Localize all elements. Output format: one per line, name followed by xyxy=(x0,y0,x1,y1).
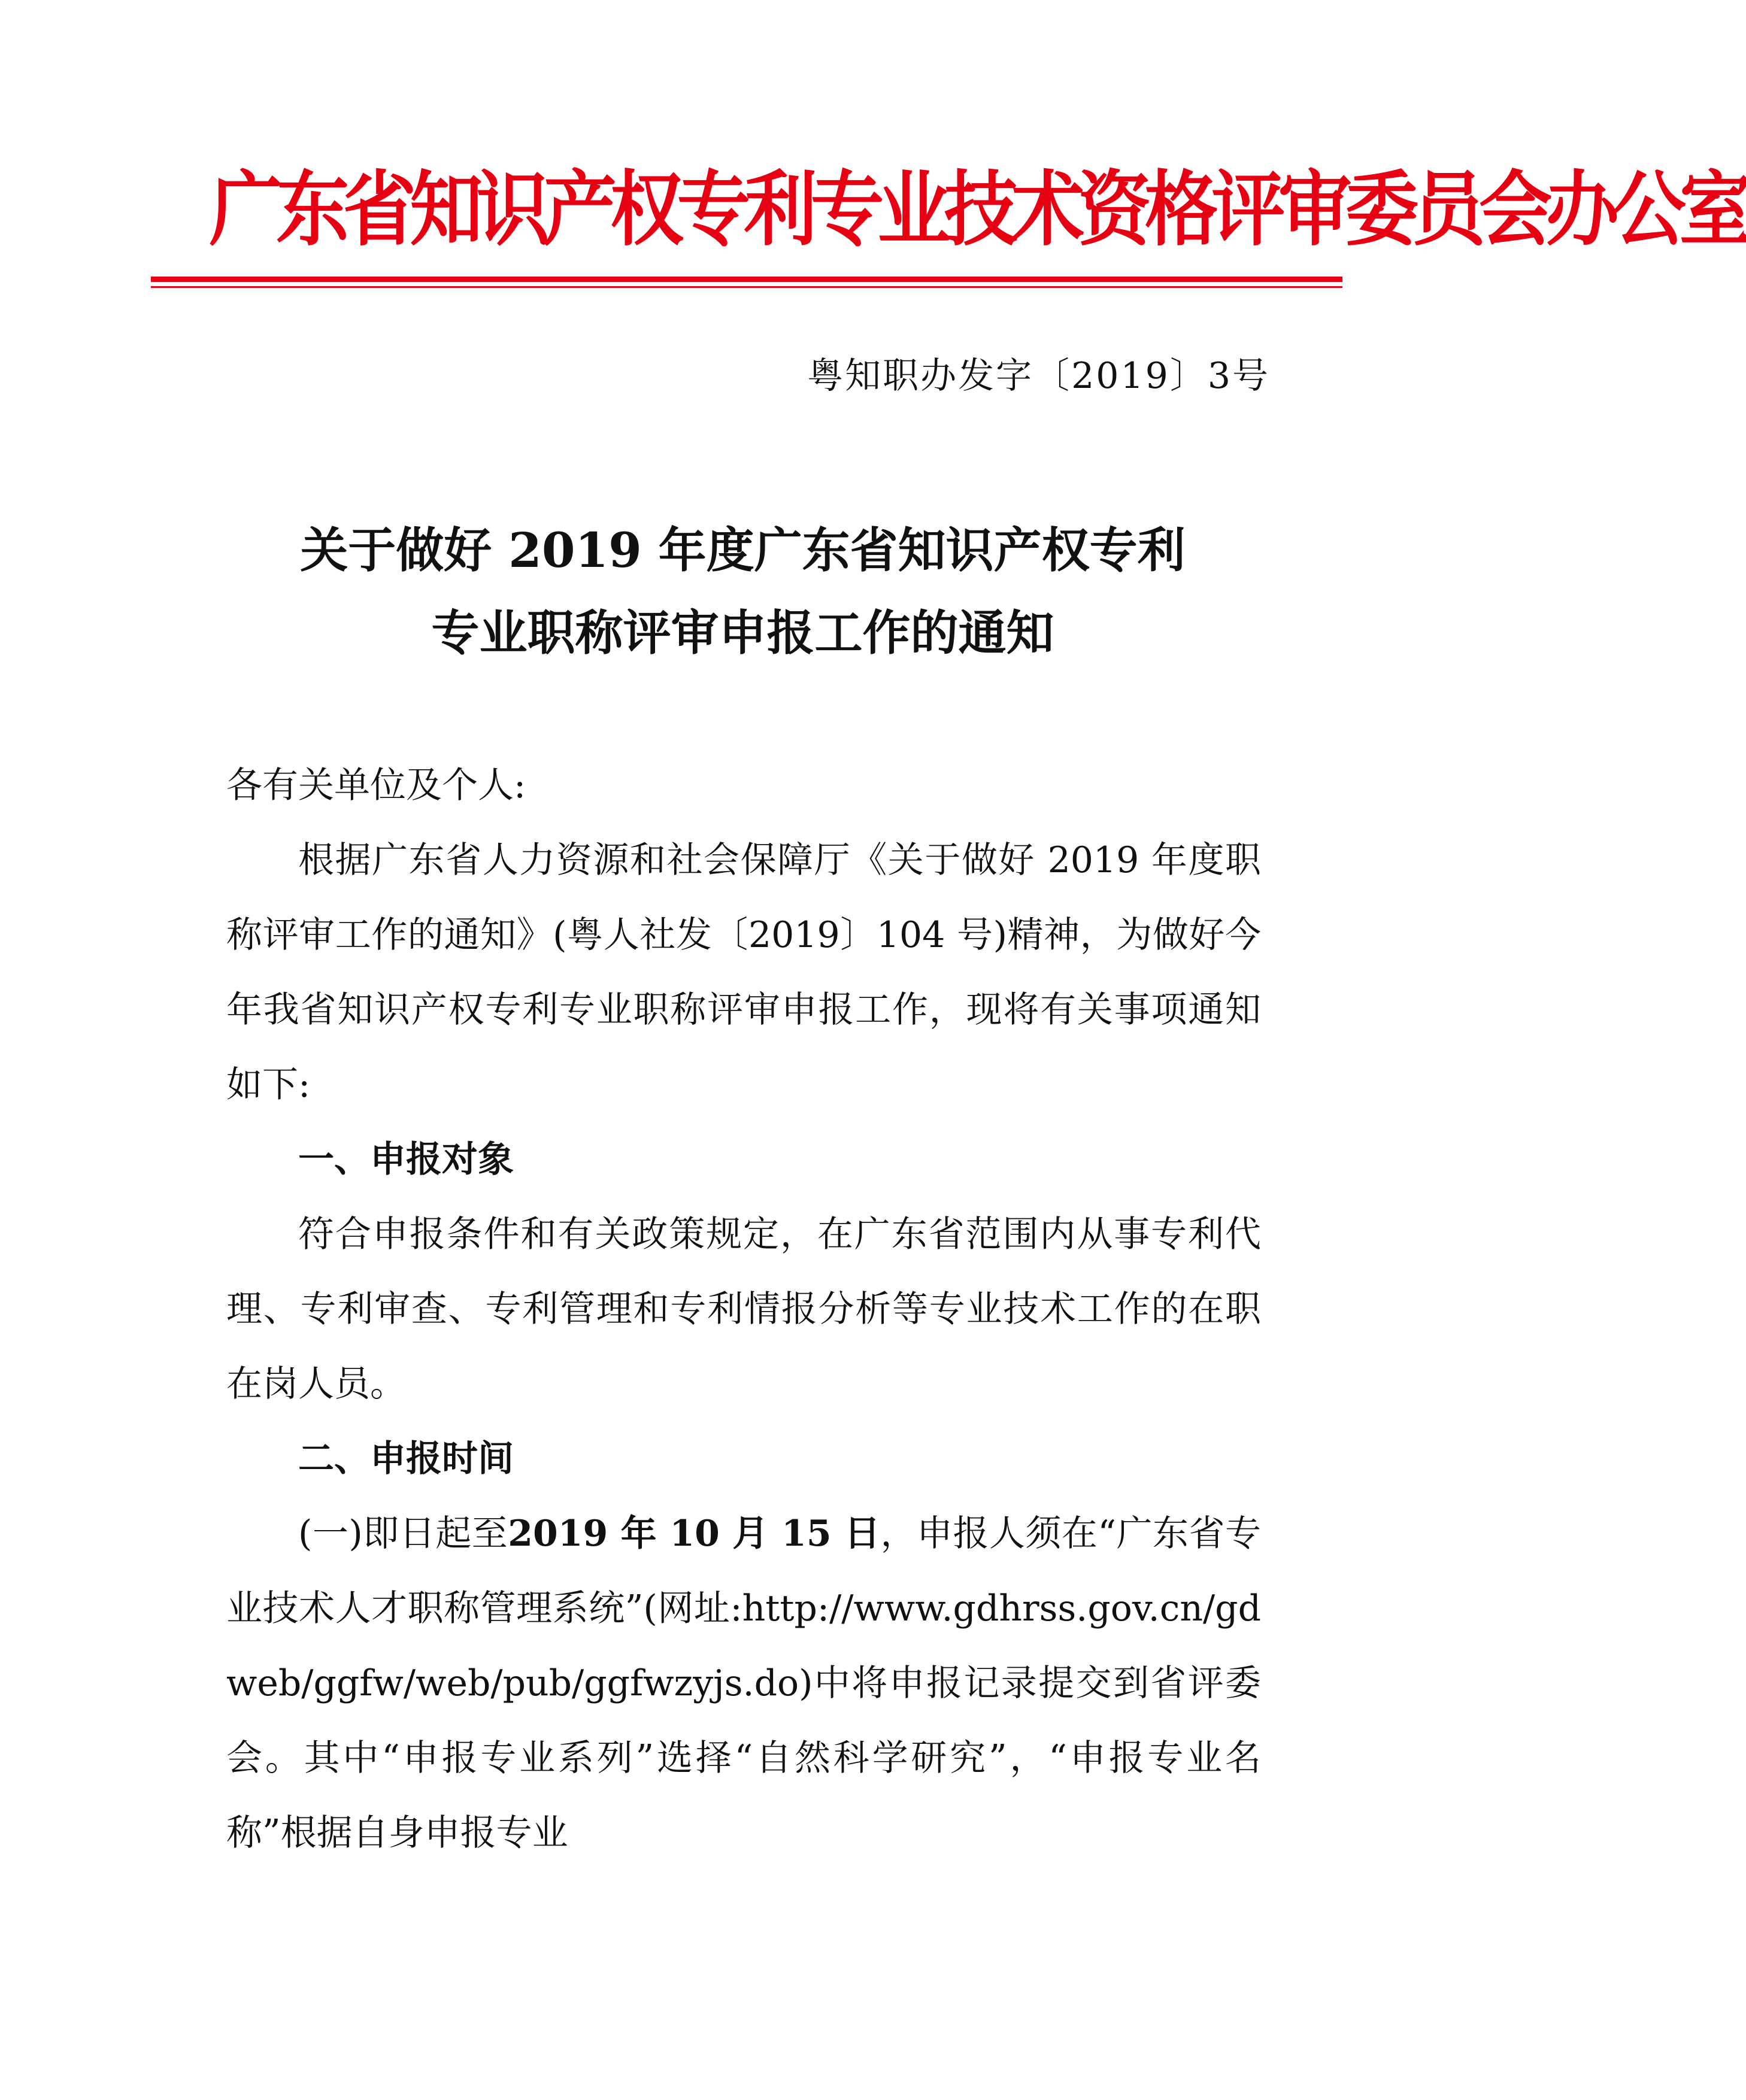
section-2-paragraph xyxy=(226,1497,1261,1871)
document-title-line-1: 关于做好 2019 年度广东省知识产权专利 xyxy=(300,522,1186,578)
letterhead-title: 广东省知识产权专利专业技术资格评审委员会办公室 xyxy=(209,162,1746,257)
section-1-paragraph: 符合申报条件和有关政策规定，在广东省范围内从事专利代理、专利审查、专利管理和专利情报分析等专业技术工作的在职在岗人员。 xyxy=(226,1213,1261,1405)
deadline-date: 2019 年 10 月 15 日 xyxy=(508,1513,881,1555)
section-2-suffix: )中将申报记录提交到省评委会。其中“申报专业系列”选择“自然科学研究”，“申报专业名称”根据自身申报专业 xyxy=(226,1662,1261,1854)
system-url: http://www.gdhrss.gov.cn/gdweb/ggfw/web/pub/ggfwzyjs.do xyxy=(226,1588,1261,1704)
section-2-prefix: (一)即日起至 xyxy=(298,1513,508,1555)
section-1-heading: 一、申报对象 xyxy=(298,1139,514,1181)
letterhead-rule-thin xyxy=(151,286,1342,288)
document-body xyxy=(226,748,1261,1871)
section-2-mid: ，申报人须在“广东省专业技术人才职称管理系统”(网址: xyxy=(226,1513,1261,1629)
section-2-heading: 二、申报时间 xyxy=(298,1438,514,1480)
document-title-line-2: 专业职称评审申报工作的通知 xyxy=(431,605,1054,661)
document-number: 粤知职办发字〔2019〕3号 xyxy=(807,355,1270,397)
intro-paragraph: 根据广东省人力资源和社会保障厅《关于做好 2019 年度职称评审工作的通知》(粤人社发〔2019〕104 号)精神，为做好今年我省知识产权专利专业职称评审申报工作，现将有关事项通知如下: xyxy=(226,839,1261,1106)
letterhead-rule-thick xyxy=(151,277,1342,282)
salutation: 各有关单位及个人: xyxy=(226,764,526,806)
